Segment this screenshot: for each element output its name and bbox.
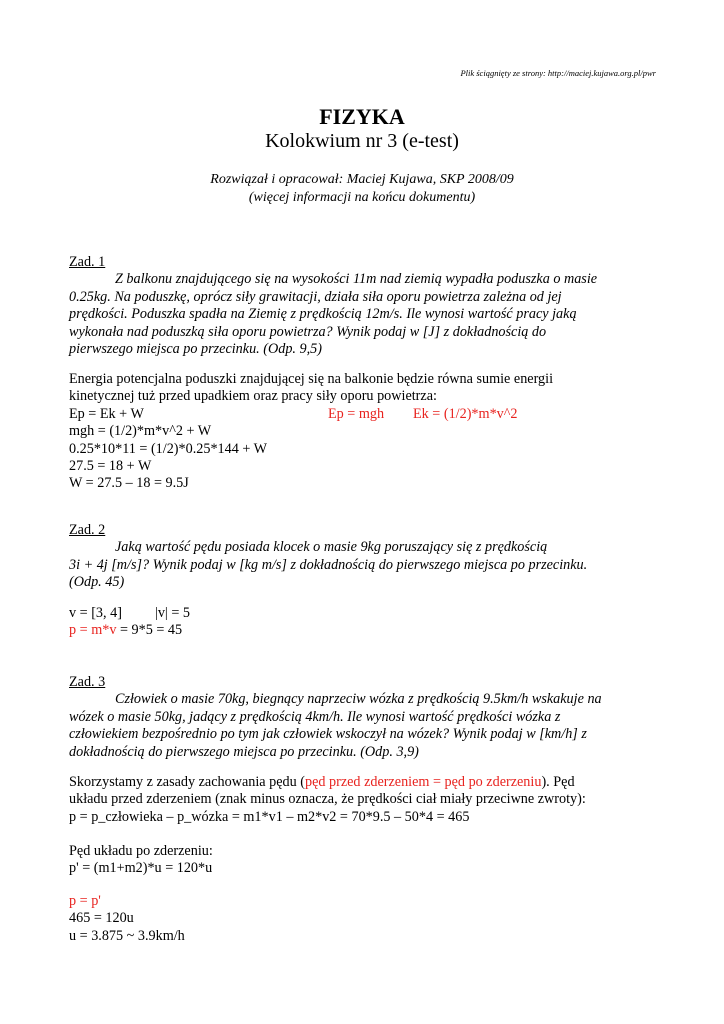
solution-line: układu przed zderzeniem (znak minus oznacza, że prędkości ciał miały przeciwne zwroty): [69, 791, 586, 808]
task-2-section [69, 522, 661, 592]
equation-line: p = p_człowieka – p_wózka = m1*v1 – m2*v2 = 70*9.5 – 50*4 = 465 [69, 808, 470, 825]
page-subtitle: Kolokwium nr 3 (e-test) [265, 130, 459, 152]
equation-line: 0.25*10*11 = (1/2)*0.25*144 + W [69, 440, 268, 457]
task-3-section [69, 674, 661, 761]
task-line: 3i + 4j [m/s]? Wynik podaj w [kg m/s] z dokładnością do pierwszego miejsca po przecinku. [69, 556, 588, 573]
task-line: Człowiek o masie 70kg, biegnący naprzeciw wózka z prędkością 9.5km/h wskakuje na [115, 691, 602, 708]
energy-equation: Ep = Ek + W [69, 405, 144, 422]
task-3-solution [69, 774, 661, 826]
momentum-conservation-rule: pęd przed zderzeniem = pęd po zderzeniu [304, 774, 542, 790]
task-line: Jaką wartość pędu posiada klocek o masie 9kg poruszający się z prędkością [115, 539, 548, 556]
task-2-heading: Zad. 2 [69, 522, 106, 538]
potential-energy-formula: Ep = mgh [328, 405, 385, 422]
task-line: wykonała nad poduszką siła oporu powietrza? Wynik podaj w [J] z dokładnością do [69, 323, 547, 340]
task-line: Z balkonu znajdującego się na wysokości 11m nad ziemią wypadła poduszka o masie [115, 271, 598, 288]
velocity-vector: v = [3, 4] [69, 605, 122, 621]
task-2-text [69, 539, 661, 591]
solution-line: kinetycznej tuż przed upadkiem oraz pracy siły oporu powietrza: [69, 388, 437, 405]
source-note: Plik ściągnięty ze strony: http://maciej.kujawa.org.pl/pwr [460, 68, 656, 78]
solution-text: ). Pęd [541, 774, 575, 790]
task-line: 0.25kg. Na poduszkę, oprócz siły grawitacji, działa siła oporu powietrza zależna od jej [69, 288, 562, 305]
task-line: pierwszego miejsca po przecinku. (Odp. 9,5) [69, 341, 322, 358]
task-3-text [69, 691, 661, 761]
kinetic-energy-formula: Ek = (1/2)*m*v^2 [413, 405, 518, 422]
author-info [0, 171, 724, 207]
momentum-formula: p = m*v [69, 622, 117, 639]
task-3-heading: Zad. 3 [69, 674, 106, 690]
task-1-text [69, 271, 661, 358]
velocity-magnitude: |v| = 5 [155, 605, 190, 621]
equation-line [69, 622, 661, 639]
task-2-solution [69, 605, 661, 640]
task-1-solution [69, 371, 661, 493]
task-1-section [69, 254, 661, 358]
solution-line [69, 774, 661, 791]
task-line: wózek o masie 50kg, jadący z prędkością 4km/h. Ile wynosi wartość prędkości wózka z [69, 708, 561, 725]
task-line: prędkości. Poduszka spadła na Ziemię z prędkością 12m/s. Ile wynosi wartość pracy jaką [69, 306, 577, 323]
equation-line: 27.5 = 18 + W [69, 458, 152, 475]
task-3-final [69, 893, 661, 945]
final-answer: u = 3.875 ~ 3.9km/h [69, 927, 185, 944]
task-1-heading: Zad. 1 [69, 254, 106, 270]
equation-line: W = 27.5 – 18 = 9.5J [69, 475, 189, 492]
task-line: (Odp. 45) [69, 574, 125, 591]
equation-line [69, 605, 661, 622]
equation-line [69, 406, 661, 423]
momentum-result: = 9*5 = 45 [116, 622, 183, 639]
solution-text: Skorzystamy z zasady zachowania pędu ( [69, 774, 305, 790]
task-line: człowiekiem bezpośrednio po tym jak człowiek wskoczył na wózek? Wynik podaj w [km/h] z [69, 726, 587, 743]
equation-line: mgh = (1/2)*m*v^2 + W [69, 423, 212, 440]
author-note: (więcej informacji na końcu dokumentu) [248, 190, 476, 205]
equation-line: 465 = 120u [69, 910, 134, 927]
task-line: dokładnością do pierwszego miejsca po przecinku. (Odp. 3,9) [69, 743, 419, 760]
solution-line: Pęd układu po zderzeniu: [69, 843, 213, 859]
author-line: Rozwiązał i opracował: Maciej Kujawa, SKP 2008/09 [210, 172, 514, 187]
task-3-after-collision [69, 843, 661, 878]
equation-line: p' = (m1+m2)*u = 120*u [69, 860, 213, 877]
page-title: FIZYKA [319, 104, 405, 129]
momentum-equality: p = p' [69, 893, 101, 909]
solution-line: Energia potencjalna poduszki znajdującej się na balkonie będzie równa sumie energii [69, 371, 554, 387]
